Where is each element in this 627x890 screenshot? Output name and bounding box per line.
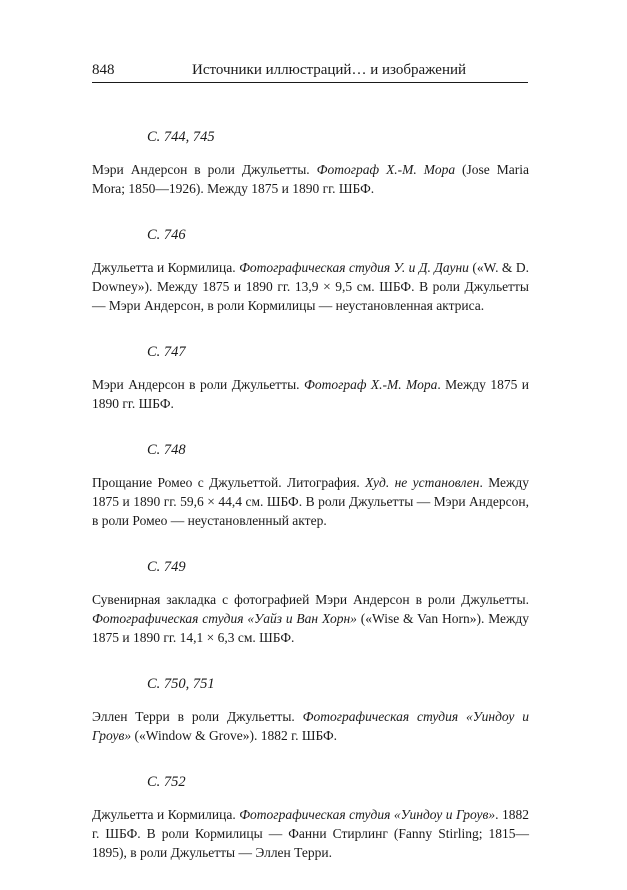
- description-text: («Wise & Van Horn»). Между 1875 и 1890 гг. 14,1 × 6,3 см. ШБФ.: [92, 611, 529, 645]
- source-entry: [92, 558, 529, 647]
- source-description: [92, 707, 529, 745]
- source-description: [92, 473, 529, 530]
- description-text: Сувенирная закладка с фотографией Мэри Андерсон в роли Джульетты.: [92, 592, 529, 607]
- source-entry: [92, 226, 529, 315]
- description-text: Мэри Андерсон в роли Джульетты.: [92, 377, 304, 392]
- source-entry: [92, 343, 529, 413]
- source-entry: [92, 128, 529, 198]
- source-entry: [92, 441, 529, 530]
- source-description: [92, 375, 529, 413]
- page-reference: С. 750, 751: [147, 676, 215, 692]
- source-entry: [92, 675, 529, 745]
- italic-credit: Фотограф Х.-М. Мора: [303, 377, 438, 392]
- illustration-sources-list: [92, 128, 529, 890]
- page-reference: С. 747: [147, 344, 186, 360]
- description-text: Джульетта и Кормилица.: [92, 260, 240, 275]
- italic-credit: Фотографическая студия У. и Д. Дауни: [239, 260, 469, 275]
- running-head: Источники иллюстраций… и изображений: [192, 62, 467, 78]
- description-text: (Jose Maria Mora; 1850—1926). Между 1875 и 1890 гг. ШБФ.: [92, 162, 529, 196]
- page-reference: С. 748: [147, 442, 186, 458]
- description-text: Прощание Ромео с Джульеттой. Литография.: [92, 475, 366, 490]
- page-reference: С. 752: [147, 774, 186, 790]
- description-text: («Window & Grove»). 1882 г. ШБФ.: [131, 728, 338, 743]
- italic-credit: Фотографическая студия «Уиндоу и Гроув»: [92, 709, 530, 743]
- page-reference: С. 746: [147, 227, 186, 243]
- description-text: . Между 1875 и 1890 гг. ШБФ.: [92, 377, 530, 411]
- description-text: Джульетта и Кормилица.: [92, 807, 240, 822]
- page-reference: С. 749: [147, 559, 186, 575]
- italic-credit: Фотографическая студия «Уайз и Ван Хорн»: [92, 611, 357, 626]
- italic-credit: Фотограф Х.-М. Мора: [316, 162, 456, 177]
- description-text: («W. & D. Downey»). Между 1875 и 1890 гг. 13,9 × 9,5 см. ШБФ. В роли Джульетты — Мэри Андерсон, в роли Кормилицы — неустановленная актриса.: [92, 260, 530, 313]
- description-text: . 1882 г. ШБФ. В роли Кормилицы — Фанни Стирлинг (Fanny Stirling; 1815—1895), в роли Джульетты — Эллен Терри.: [92, 807, 529, 860]
- page-header: [92, 58, 528, 83]
- source-description: [92, 805, 529, 862]
- description-text: Эллен Терри в роли Джульетты.: [92, 709, 303, 724]
- page-number: 848: [92, 62, 115, 78]
- italic-credit: Худ. не установлен: [365, 475, 480, 490]
- source-description: [92, 258, 529, 315]
- source-entry: [92, 773, 529, 862]
- source-description: [92, 590, 529, 647]
- description-text: Мэри Андерсон в роли Джульетты.: [92, 162, 317, 177]
- italic-credit: Фотографическая студия «Уиндоу и Гроув»: [239, 807, 496, 822]
- page-reference: С. 744, 745: [147, 129, 215, 145]
- description-text: . Между 1875 и 1890 гг. 59,6 × 44,4 см. ШБФ. В роли Джульетты — Мэри Андерсон, в роли Ромео — неустановленный актер.: [92, 475, 529, 528]
- source-description: [92, 160, 529, 198]
